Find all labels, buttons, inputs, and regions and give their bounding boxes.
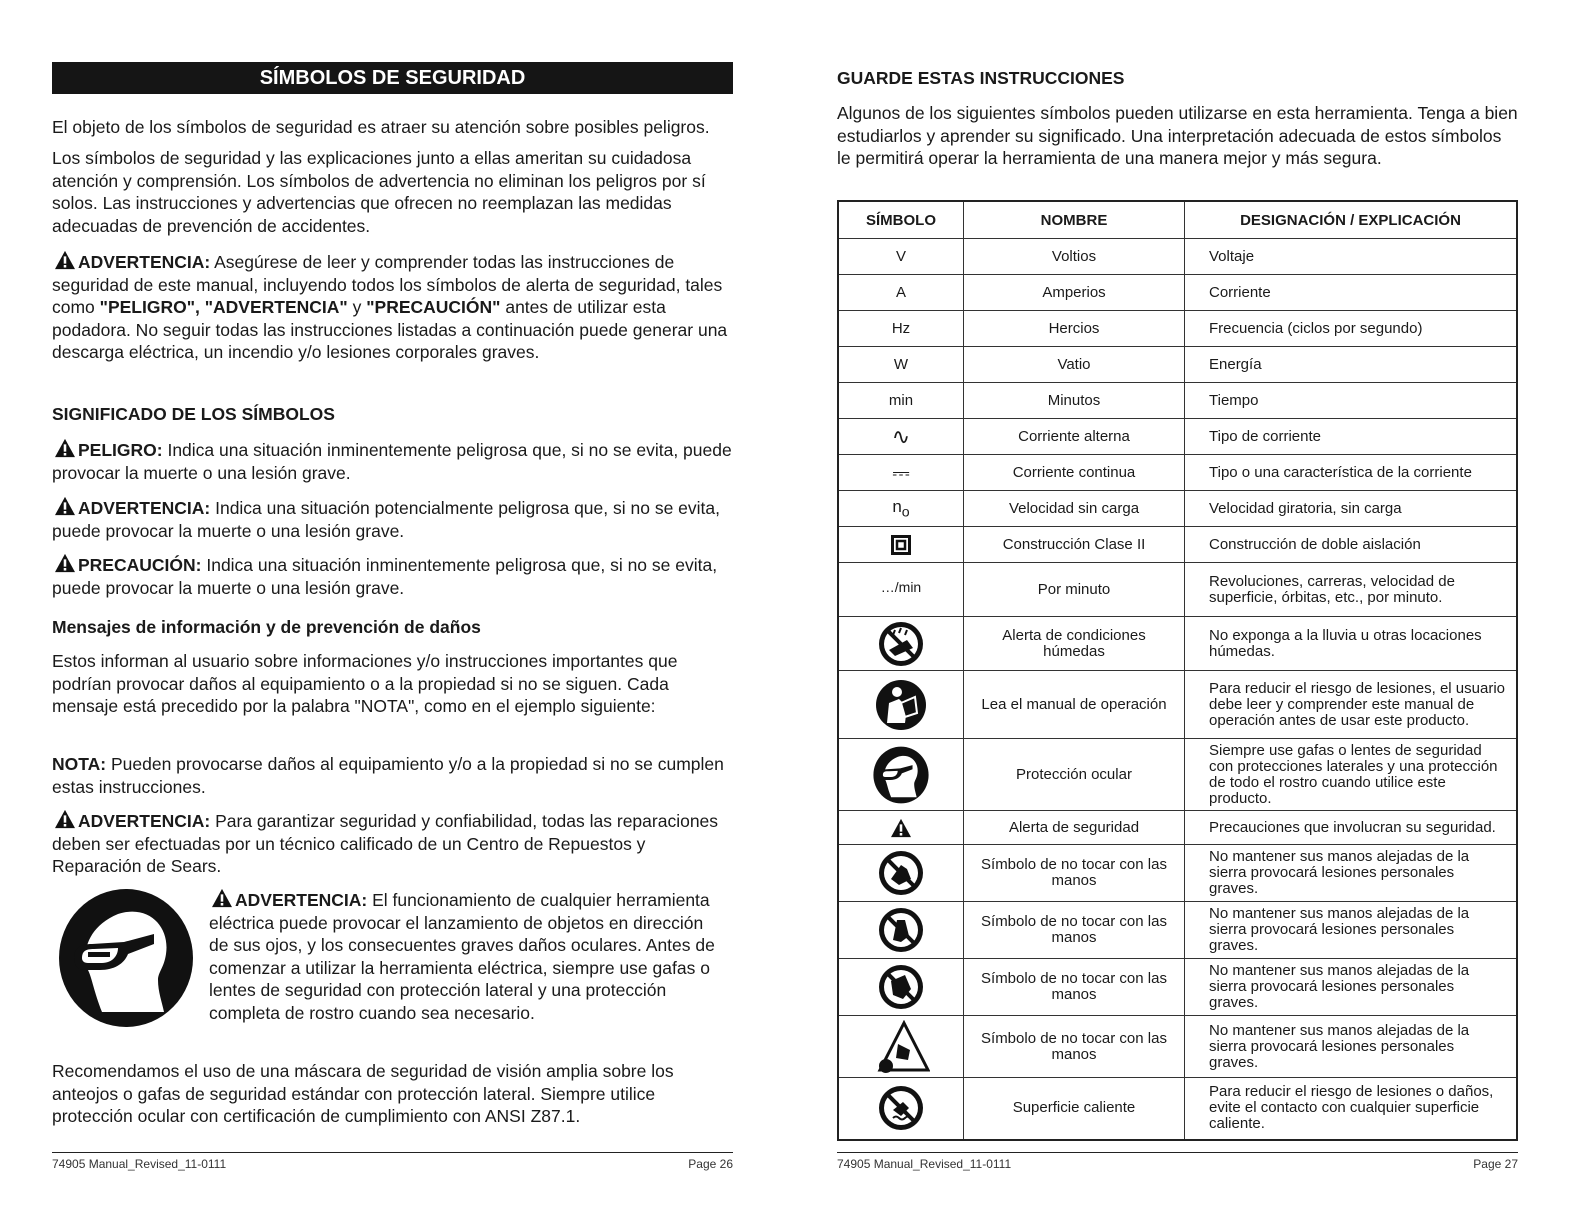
table-row <box>838 671 1517 739</box>
name-cell: Símbolo de no tocar con las manos <box>964 845 1185 902</box>
warning-4: ADVERTENCIA: El funcionamiento de cualquier herramienta eléctrica puede provocar el lanzamiento de objetos en dirección de sus ojos, y los consecuentes graves daños oculares. Antes de comenzar a utilizar la herramienta eléctrica, siempre use gafas o lentes de seguridad con protección lateral y una protección completa de rostro cuando sea necesario. <box>209 890 715 1023</box>
name-cell: Superficie caliente <box>964 1078 1185 1140</box>
symbol-cell <box>838 845 964 902</box>
name-cell: Hercios <box>964 311 1185 347</box>
name-cell: Voltios <box>964 239 1185 275</box>
symbol-cell: W <box>838 347 964 383</box>
heading-save-instructions: GUARDE ESTAS INSTRUCCIONES <box>837 68 1125 88</box>
name-cell: Protección ocular <box>964 739 1185 811</box>
safety-alert-icon <box>890 818 912 838</box>
messages-paragraph: Estos informan al usuario sobre informaciones y/o instrucciones importantes que podrían provocar daños al equipamiento o a la propiedad si no se siguen. Cada mensaje está precedido por la palabra "NOTA", como en el ejemplo siguiente: <box>52 651 678 717</box>
table-row <box>838 811 1517 845</box>
explanation-cell: No mantener sus manos alejadas de la sierra provocará lesiones personales graves. <box>1185 1016 1518 1078</box>
name-cell: Velocidad sin carga <box>964 491 1185 527</box>
no-load-speed-icon: $n_o$ <box>838 491 964 527</box>
name-cell: Símbolo de no tocar con las manos <box>964 959 1185 1016</box>
safety-alert-icon <box>52 250 78 270</box>
symbol-cell <box>838 1016 964 1078</box>
symbol-cell <box>838 902 964 959</box>
name-cell: Corriente alterna <box>964 419 1185 455</box>
safety-alert-icon <box>52 438 78 458</box>
table-row <box>838 239 1517 275</box>
page-title: SÍMBOLOS DE SEGURIDAD <box>52 62 733 94</box>
symbol-cell <box>838 617 964 671</box>
symbol-cell: V <box>838 239 964 275</box>
explanation-cell: No mantener sus manos alejadas de la sierra provocará lesiones personales graves. <box>1185 845 1518 902</box>
symbol-cell: Hz <box>838 311 964 347</box>
caution-definition: PRECAUCIÓN: Indica una situación inminentemente peligrosa que, si no se evita, puede provocar la muerte o una lesión grave. <box>52 555 718 598</box>
per-minute-symbol: …/min <box>838 563 964 617</box>
name-cell: Alerta de seguridad <box>964 811 1185 845</box>
explanation-cell: Energía <box>1185 347 1518 383</box>
explanation-cell: No exponga a la lluvia u otras locaciones húmedas. <box>1185 617 1518 671</box>
explanation-cell: Revoluciones, carreras, velocidad de superficie, órbitas, etc., por minuto. <box>1185 563 1518 617</box>
symbols-table <box>837 200 1518 1141</box>
direct-current-icon: ⎓ <box>838 455 964 491</box>
alternating-current-icon: ∿ <box>838 419 964 455</box>
explanation-cell: Para reducir el riesgo de lesiones o daños, evite el contacto con cualquier superficie caliente. <box>1185 1078 1518 1140</box>
symbol-cell <box>838 671 964 739</box>
table-row <box>838 617 1517 671</box>
heading-meaning: SIGNIFICADO DE LOS SÍMBOLOS <box>52 404 335 424</box>
note: NOTA: Pueden provocarse daños al equipamiento y/o a la propiedad si no se cumplen estas instrucciones. <box>52 754 724 797</box>
table-header-row <box>838 201 1517 239</box>
name-cell: Lea el manual de operación <box>964 671 1185 739</box>
footer-doc: 74905 Manual_Revised_11-0111 <box>52 1157 227 1171</box>
no-hands-icon <box>877 963 925 1011</box>
name-cell: Amperios <box>964 275 1185 311</box>
explanation-cell: Tiempo <box>1185 383 1518 419</box>
warning-3: ADVERTENCIA: Para garantizar seguridad y confiabilidad, todas las reparaciones deben ser efectuadas por un técnico calificado de un Centro de Repuestos y Reparación de Sears. <box>52 811 719 877</box>
column-header: NOMBRE <box>964 201 1185 239</box>
heading-messages: Mensajes de información y de prevención de daños <box>52 617 481 637</box>
name-cell: Minutos <box>964 383 1185 419</box>
explanation-cell: No mantener sus manos alejadas de la sierra provocará lesiones personales graves. <box>1185 902 1518 959</box>
name-cell: Símbolo de no tocar con las manos <box>964 1016 1185 1078</box>
table-row <box>838 527 1517 563</box>
explanation-cell: Construcción de doble aislación <box>1185 527 1518 563</box>
eye-protection-icon <box>873 746 929 804</box>
symbol-cell: min <box>838 383 964 419</box>
table-row <box>838 845 1517 902</box>
explanation-cell: Corriente <box>1185 275 1518 311</box>
table-row <box>838 491 1517 527</box>
hot-surface-icon <box>877 1084 925 1132</box>
column-header: SÍMBOLO <box>838 201 964 239</box>
column-header: DESIGNACIÓN / EXPLICACIÓN <box>1185 201 1518 239</box>
footer-doc: 74905 Manual_Revised_11-0111 <box>837 1157 1012 1171</box>
table-row <box>838 383 1517 419</box>
symbol-cell <box>838 739 964 811</box>
explanation-cell: Siempre use gafas o lentes de seguridad con protecciones laterales y una protección de todo el rostro cuando utilice este producto. <box>1185 739 1518 811</box>
safety-alert-icon <box>209 888 235 908</box>
name-cell: Vatio <box>964 347 1185 383</box>
table-row <box>838 275 1517 311</box>
warning-definition: ADVERTENCIA: Indica una situación potencialmente peligrosa que, si no se evita, puede provocar la muerte o una lesión grave. <box>52 498 720 541</box>
symbol-cell <box>838 811 964 845</box>
read-manual-icon <box>875 679 927 731</box>
name-cell: Alerta de condiciones húmedas <box>964 617 1185 671</box>
wet-conditions-icon <box>877 620 925 668</box>
symbol-cell <box>838 1078 964 1140</box>
final-paragraph: Recomendamos el uso de una máscara de seguridad de visión amplia sobre los anteojos o gafas de seguridad estándar con protección lateral. Siempre utilice protección ocular con certificación de cumplimiento con ANSI Z87.1. <box>52 1061 674 1127</box>
intro-text: Algunos de los siguientes símbolos pueden utilizarse en esta herramienta. Tenga a bien estudiarlos y aprender su significado. Una interpretación adecuada de estos símbolos le permitirá operar la herramienta de una manera mejor y más segura. <box>837 103 1518 169</box>
table-row <box>838 419 1517 455</box>
page-number: Page 26 <box>688 1157 733 1171</box>
no-hands-icon <box>877 849 925 897</box>
danger-definition: PELIGRO: Indica una situación inminentemente peligrosa que, si no se evita, puede provocar la muerte o una lesión grave. <box>52 440 732 483</box>
name-cell: Por minuto <box>964 563 1185 617</box>
table-row <box>838 347 1517 383</box>
eye-protection-icon <box>58 888 194 1028</box>
safety-alert-icon <box>52 496 78 516</box>
page-number: Page 27 <box>1473 1157 1518 1171</box>
symbol-cell <box>838 527 964 563</box>
table-row <box>838 959 1517 1016</box>
class-ii-icon <box>891 535 911 555</box>
paragraph-1: Los símbolos de seguridad y las explicaciones junto a ellas ameritan su cuidadosa atención y comprensión. Los símbolos de advertencia no eliminan los peligros por sí solos. Las instrucciones y advertencias que ofrecen no reemplazan las medidas adecuadas de prevención de accidentes. <box>52 148 706 236</box>
intro-text: El objeto de los símbolos de seguridad es atraer su atención sobre posibles peligros. <box>52 117 710 137</box>
name-cell: Símbolo de no tocar con las manos <box>964 902 1185 959</box>
explanation-cell: Tipo de corriente <box>1185 419 1518 455</box>
table-row <box>838 1016 1517 1078</box>
symbol-cell: A <box>838 275 964 311</box>
symbol-cell <box>838 959 964 1016</box>
safety-alert-icon <box>52 553 78 573</box>
no-hands-icon <box>877 906 925 954</box>
explanation-cell: No mantener sus manos alejadas de la sierra provocará lesiones personales graves. <box>1185 959 1518 1016</box>
table-row <box>838 902 1517 959</box>
table-row <box>838 739 1517 811</box>
explanation-cell: Tipo o una característica de la corriente <box>1185 455 1518 491</box>
footer <box>52 1152 733 1171</box>
explanation-cell: Velocidad giratoria, sin carga <box>1185 491 1518 527</box>
table-row <box>838 563 1517 617</box>
hand-warning-icon <box>872 1020 930 1074</box>
safety-alert-icon <box>52 809 78 829</box>
explanation-cell: Frecuencia (ciclos por segundo) <box>1185 311 1518 347</box>
explanation-cell: Voltaje <box>1185 239 1518 275</box>
name-cell: Construcción Clase II <box>964 527 1185 563</box>
name-cell: Corriente continua <box>964 455 1185 491</box>
warning-1: ADVERTENCIA: Asegúrese de leer y comprender todas las instrucciones de seguridad de este manual, incluyendo todos los símbolos de alerta de seguridad, tales como "PELIGRO", "ADVERTENCIA" y "PRECAUCIÓN" antes de utilizar esta podadora. No seguir todas las instrucciones listadas a continuación puede generar una descarga eléctrica, un incendio y/o lesiones corporales graves. <box>52 252 728 363</box>
explanation-cell: Precauciones que involucran su seguridad. <box>1185 811 1518 845</box>
footer <box>837 1152 1518 1171</box>
table-row <box>838 1078 1517 1140</box>
table-row <box>838 455 1517 491</box>
explanation-cell: Para reducir el riesgo de lesiones, el usuario debe leer y comprender este manual de operación antes de usar este producto. <box>1185 671 1518 739</box>
table-row <box>838 311 1517 347</box>
